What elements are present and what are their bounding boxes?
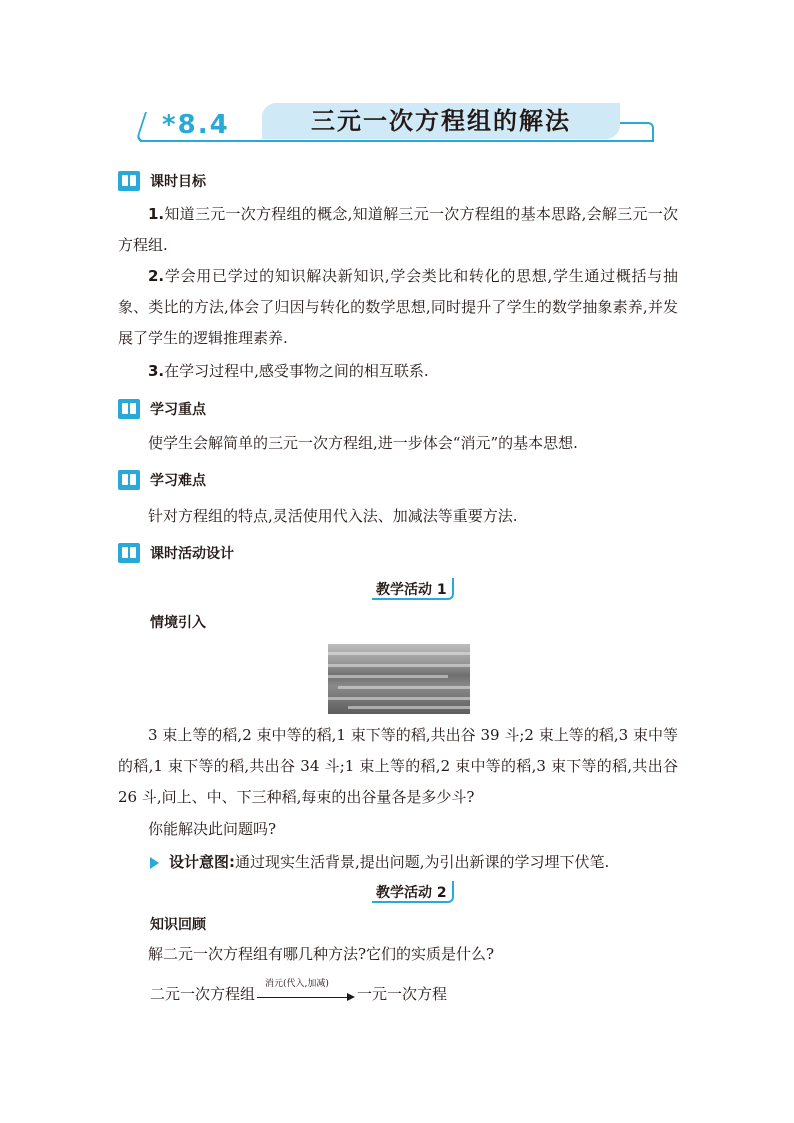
page-title: 三元一次方程组的解法: [311, 107, 571, 135]
arrow-right-icon: [347, 993, 355, 1001]
flow-to: 一元一次方程: [357, 985, 448, 1003]
section-goals-heading: [118, 170, 206, 192]
key-points-text: 使学生会解简单的三元一次方程组,进一步体会“消元”的基本思想.: [148, 434, 578, 452]
arrow-line: [257, 997, 349, 998]
activity-1-question: 你能解决此问题吗?: [148, 820, 277, 838]
design-intent-text: 通过现实生活背景,提出问题,为引出新课的学习埋下伏笔.: [235, 853, 610, 871]
triangle-marker-icon: [150, 857, 159, 869]
activity-2-subhead: 知识回顾: [150, 917, 206, 933]
design-intent: [150, 851, 609, 872]
difficulties-text: 针对方程组的特点,灵活使用代入法、加减法等重要方法.: [148, 507, 518, 525]
flow-arrow-label: 消元(代入,加减): [265, 978, 329, 989]
goal-item-2: [118, 261, 678, 354]
book-icon: [118, 399, 140, 419]
rice-harvest-photo: [328, 644, 470, 714]
section-difficulties-heading: [118, 469, 206, 491]
goal-item-3: [118, 356, 678, 387]
flow-from: 二元一次方程组: [150, 985, 256, 1003]
goal-item-1: [118, 199, 678, 261]
section-label: 学习难点: [150, 473, 206, 489]
section-key-points-heading: [118, 398, 206, 420]
elimination-flow: [150, 978, 448, 1004]
book-icon: [118, 470, 140, 490]
activity-label-text: 教学活动 1: [376, 582, 447, 598]
goal-number: 3.: [148, 362, 165, 380]
goal-number: 1.: [148, 205, 165, 223]
activity-1-problem: 3 束上等的稻,2 束中等的稻,1 束下等的稻,共出谷 39 斗;2 束上等的稻,3 束中等的稻,1 束下等的稻,共出谷 34 斗;1 束上等的稻,2 束中等的稻,3 束下等的稻,共出谷 26 斗,问上、中、下三种稻,每束的出谷量各是多少斗?: [118, 726, 678, 806]
header-right-ornament: [618, 122, 654, 142]
activity-2-question: 解二元一次方程组有哪几种方法?它们的实质是什么?: [148, 945, 495, 963]
section-label: 学习重点: [150, 402, 206, 418]
goal-text: 在学习过程中,感受事物之间的相互联系.: [164, 362, 429, 380]
design-intent-label: 设计意图:: [169, 853, 235, 871]
section-number: *8.4: [162, 110, 230, 140]
goal-number: 2.: [148, 267, 165, 285]
goal-text: 学会用已学过的知识解决新知识,学会类比和转化的思想,学生通过概括与抽象、类比的方法,体会了归因与转化的数学思想,同时提升了学生的数学抽象素养,并发展了学生的逻辑推理素养.: [118, 267, 678, 347]
flow-arrow: [257, 978, 355, 1004]
book-icon: [118, 543, 140, 563]
book-icon: [118, 171, 140, 191]
section-design-heading: [118, 542, 234, 564]
header-underline: [140, 140, 654, 142]
activity-label-text: 教学活动 2: [376, 885, 447, 901]
section-label: 课时目标: [150, 174, 206, 190]
goal-text: 知道三元一次方程组的概念,知道解三元一次方程组的基本思路,会解三元一次方程组.: [118, 205, 678, 254]
activity-1-subhead: 情境引入: [150, 615, 206, 631]
section-label: 课时活动设计: [150, 546, 234, 562]
